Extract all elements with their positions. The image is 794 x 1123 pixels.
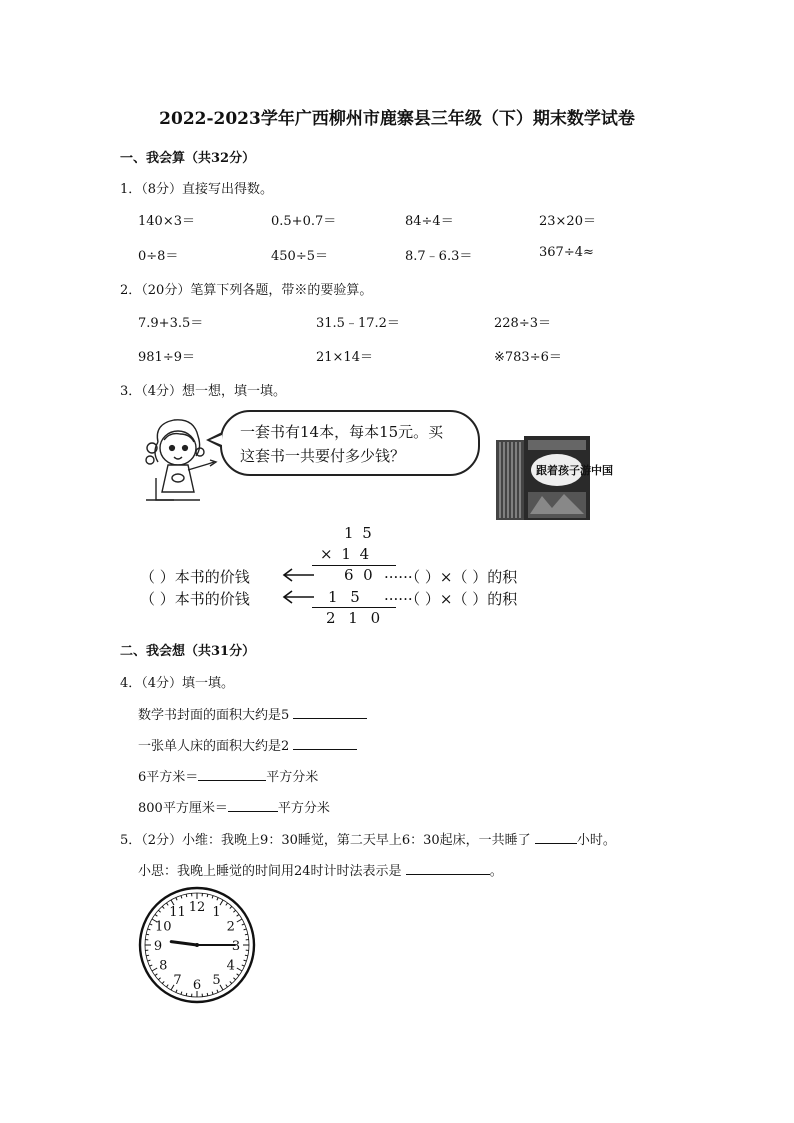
answer-blank[interactable] [406,862,490,875]
calc-multiplicand: 1 5 [344,524,374,542]
clock-number: 12 [188,900,206,915]
q1-item: 0.5+0.7＝ [271,214,337,229]
q1-item: 140×3＝ [138,214,195,229]
clock-tick [146,955,149,956]
answer-blank[interactable] [198,768,266,781]
bubble-line-2: 这套书一共要付多少钱？ [240,447,406,465]
q1-item: 23×20＝ [539,214,596,229]
q3-left-label-2: （ ）本书的价钱 [140,590,250,608]
q3-left-label-1: （ ）本书的价钱 [140,568,250,586]
q1-item: 8.7﹣6.3＝ [405,249,473,264]
clock-icon [136,884,258,1006]
answer-blank[interactable] [228,799,278,812]
calc-result: 2 1 0 [326,609,385,627]
calc-partial-2: 1 5 [328,588,364,606]
q3-right-label-1: ······（ ）×（ ）的积 [384,568,518,586]
q4-line-3-text-a: 6平方米＝ [138,770,199,785]
q2-item: 7.9+3.5＝ [138,316,204,331]
speech-bubble [220,410,480,476]
section-1-heading: 一、我会算（共32分） [120,151,256,166]
q4-line-3-text-b: 平方分米 [266,770,319,785]
q4-line-2 [138,735,357,754]
q2-item: ※783÷6＝ [494,350,562,365]
bubble-line-1: 一套书有14本，每本15元。买 [240,423,444,441]
clock-tick [146,934,149,935]
clock-tick [186,894,187,897]
q5-line-2 [138,860,503,879]
clock-number: 9 [153,939,163,954]
clock-tick [207,993,208,996]
clock-tick [207,894,208,897]
q4-line-4-text-a: 800平方厘米＝ [138,801,228,816]
book-title: 跟着孩子游中国 [536,464,613,477]
clock-number: 11 [169,905,186,921]
q2-item: 31.5﹣17.2＝ [316,316,400,331]
section-2-heading: 二、我会想（共31分） [120,644,256,659]
q2-item: 228÷3＝ [494,316,551,331]
clock-number: 3 [231,939,241,954]
answer-blank[interactable] [535,831,577,844]
q4-line-2-text: 一张单人床的面积大约是2 [138,739,290,754]
clock-number: 4 [226,958,235,974]
clock-number: 6 [192,978,202,993]
clock-number: 2 [226,919,235,935]
q4-line-4-text-b: 平方分米 [277,801,330,816]
q2-item: 21×14＝ [316,350,373,365]
page-title: 2022-2023学年广西柳州市鹿寨县三年级（下）期末数学试卷 [159,109,635,129]
answer-blank[interactable] [293,737,357,750]
q1-item: 450÷5＝ [271,249,328,264]
q5-line-2-text-a: 小思：我晚上睡觉的时间用24时计时法表示是 [138,864,402,879]
left-arrow-icons [280,566,316,606]
clock-tick [186,993,187,996]
clock-number: 8 [159,958,168,974]
q5-stem-text-a: 5．（2分）小维：我晚上9：30睡觉，第二天早上6：30起床，一共睡了 [120,833,531,848]
q1-item: 0÷8＝ [138,249,179,264]
calc-multiplier: × 1 4 [320,545,372,563]
q2-stem: 2．（20分）笔算下列各题，带※的要验算。 [120,283,373,298]
book-set-illustration [494,434,594,524]
clock-number: 7 [173,972,182,988]
girl-illustration [140,412,220,512]
calc-partial-1: 6 0 [344,566,373,584]
q5-stem [120,829,616,848]
q5-stem-text-b: 小时。 [576,833,616,848]
clock-tick [245,934,248,935]
q4-line-4 [138,797,330,816]
clock-number: 10 [154,919,172,935]
clock-number: 5 [212,972,221,988]
q4-stem: 4．（4分）填一填。 [120,676,235,691]
q1-item: 84÷4＝ [405,214,454,229]
q3-stem: 3．（4分）想一想，填一填。 [120,384,287,399]
answer-blank[interactable] [293,706,367,719]
q1-item: 367÷4≈ [539,245,594,260]
q4-line-3 [138,766,318,785]
clock-number: 1 [212,905,221,921]
q2-item: 981÷9＝ [138,350,195,365]
speech-bubble-tail-fill [210,435,222,445]
q4-line-1-text: 数学书封面的面积大约是5 [138,708,290,723]
q5-line-2-text-b: 。 [489,864,503,879]
q4-line-1 [138,704,367,723]
clock-tick [245,955,248,956]
q1-stem: 1．（8分）直接写出得数。 [120,182,274,197]
q3-right-label-2: ······（ ）×（ ）的积 [384,590,518,608]
